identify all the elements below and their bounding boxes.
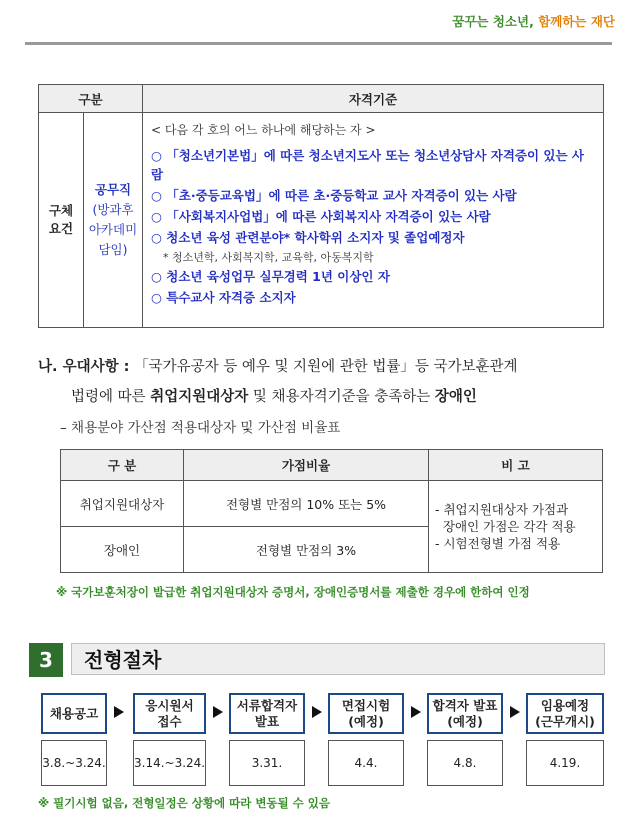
row-label: 구체 요건	[39, 113, 84, 328]
bonus-table	[60, 449, 603, 573]
preference-emph-veterans: 취업지원대상자	[150, 389, 249, 405]
preference-emph-disabled: 장애인	[434, 389, 477, 405]
process-date: 3.31.	[229, 740, 305, 786]
criteria-cell	[143, 113, 604, 328]
process-step-label: 채용공고	[49, 705, 99, 721]
header-divider	[25, 42, 612, 45]
criteria-item: ○ 「초·중등교육법」에 따른 초·중등학교 교사 자격증이 있는 사람	[151, 188, 517, 203]
bonus-notice: ※ 국가보훈처장이 발급한 취업지원대상자 증명서, 장애인증명서를 제출한 경우에 한하여 인정	[56, 585, 530, 599]
section-number-badge: 3	[29, 643, 63, 677]
bonus-category: 장애인	[61, 527, 184, 573]
preference-text: 및 채용자격기준을 충족하는	[248, 389, 435, 405]
bonus-header-rate: 가점비율	[184, 450, 429, 481]
header-slogan	[452, 12, 615, 30]
preference-line1	[38, 355, 518, 376]
section-title: 전형절차	[71, 643, 605, 675]
qual-header-category: 구분	[39, 85, 143, 113]
arrow-right-icon	[312, 706, 322, 718]
preference-subtitle: – 채용분야 가산점 적용대상자 및 가산점 비율표	[60, 420, 341, 436]
qualification-table	[38, 84, 604, 328]
preference-lead: 나. 우대사항 :	[38, 359, 130, 375]
qual-header-criteria: 자격기준	[143, 85, 604, 113]
process-step-label: 응시원서 접수	[145, 697, 194, 729]
criteria-intro: < 다음 각 호의 어느 하나에 해당하는 자 >	[151, 123, 376, 137]
table-row	[61, 481, 603, 527]
process-step-label: 합격자 발표 (예정)	[432, 697, 498, 729]
process-step	[328, 693, 404, 734]
slogan-part1: 꿈꾸는 청소년,	[452, 14, 534, 29]
arrow-right-icon	[510, 706, 520, 718]
role-detail: (방과후 아카데미 담임)	[88, 202, 138, 257]
criteria-item: ○ 청소년 육성업무 실무경력 1년 이상인 자	[151, 269, 390, 284]
arrow-right-icon	[114, 706, 124, 718]
process-step	[526, 693, 604, 734]
criteria-item: ○ 특수교사 자격증 소지자	[151, 290, 296, 305]
bonus-note: - 취업지원대상자 가점과 장애인 가점은 각각 적용 - 시험전형별 가점 적용	[429, 481, 603, 573]
process-step-label: 서류합격자 발표	[236, 697, 298, 729]
process-step	[229, 693, 305, 734]
process-step	[41, 693, 107, 734]
role-cell	[84, 113, 143, 328]
process-date: 3.14.~3.24.	[133, 740, 206, 786]
criteria-item: ○ 「청소년기본법」에 따른 청소년지도사 또는 청소년상담사 자격증이 있는 사람	[151, 148, 584, 182]
process-step	[427, 693, 503, 734]
process-date: 4.19.	[526, 740, 604, 786]
criteria-item: ○ 「사회복지사업법」에 따른 사회복지사 자격증이 있는 사람	[151, 209, 491, 224]
process-date: 4.4.	[328, 740, 404, 786]
process-date: 4.8.	[427, 740, 503, 786]
role-title: 공무직	[94, 182, 132, 197]
process-date: 3.8.~3.24.	[41, 740, 107, 786]
criteria-footnote: * 청소년학, 사회복지학, 교육학, 아동복지학	[163, 251, 374, 264]
bonus-header-category: 구 분	[61, 450, 184, 481]
arrow-right-icon	[213, 706, 223, 718]
schedule-notice: ※ 필기시험 없음, 전형일정은 상황에 따라 변동될 수 있음	[38, 796, 330, 810]
criteria-item: ○ 청소년 육성 관련분야* 학사학위 소지자 및 졸업예정자	[151, 230, 465, 245]
arrow-right-icon	[411, 706, 421, 718]
bonus-header-note: 비 고	[429, 450, 603, 481]
slogan-part2: 함께하는 재단	[538, 14, 615, 29]
process-step	[133, 693, 206, 734]
preference-text: 법령에 따른	[71, 389, 151, 405]
bonus-rate: 전형별 만점의 3%	[184, 527, 429, 573]
preference-line1-text: 「국가유공자 등 예우 및 지원에 관한 법률」등 국가보훈관계	[134, 359, 518, 375]
bonus-category: 취업지원대상자	[61, 481, 184, 527]
process-step-label: 임용예정 (근무개시)	[535, 697, 595, 729]
preference-line2	[71, 385, 477, 406]
bonus-rate: 전형별 만점의 10% 또는 5%	[184, 481, 429, 527]
process-step-label: 면접시험 (예정)	[341, 697, 391, 729]
